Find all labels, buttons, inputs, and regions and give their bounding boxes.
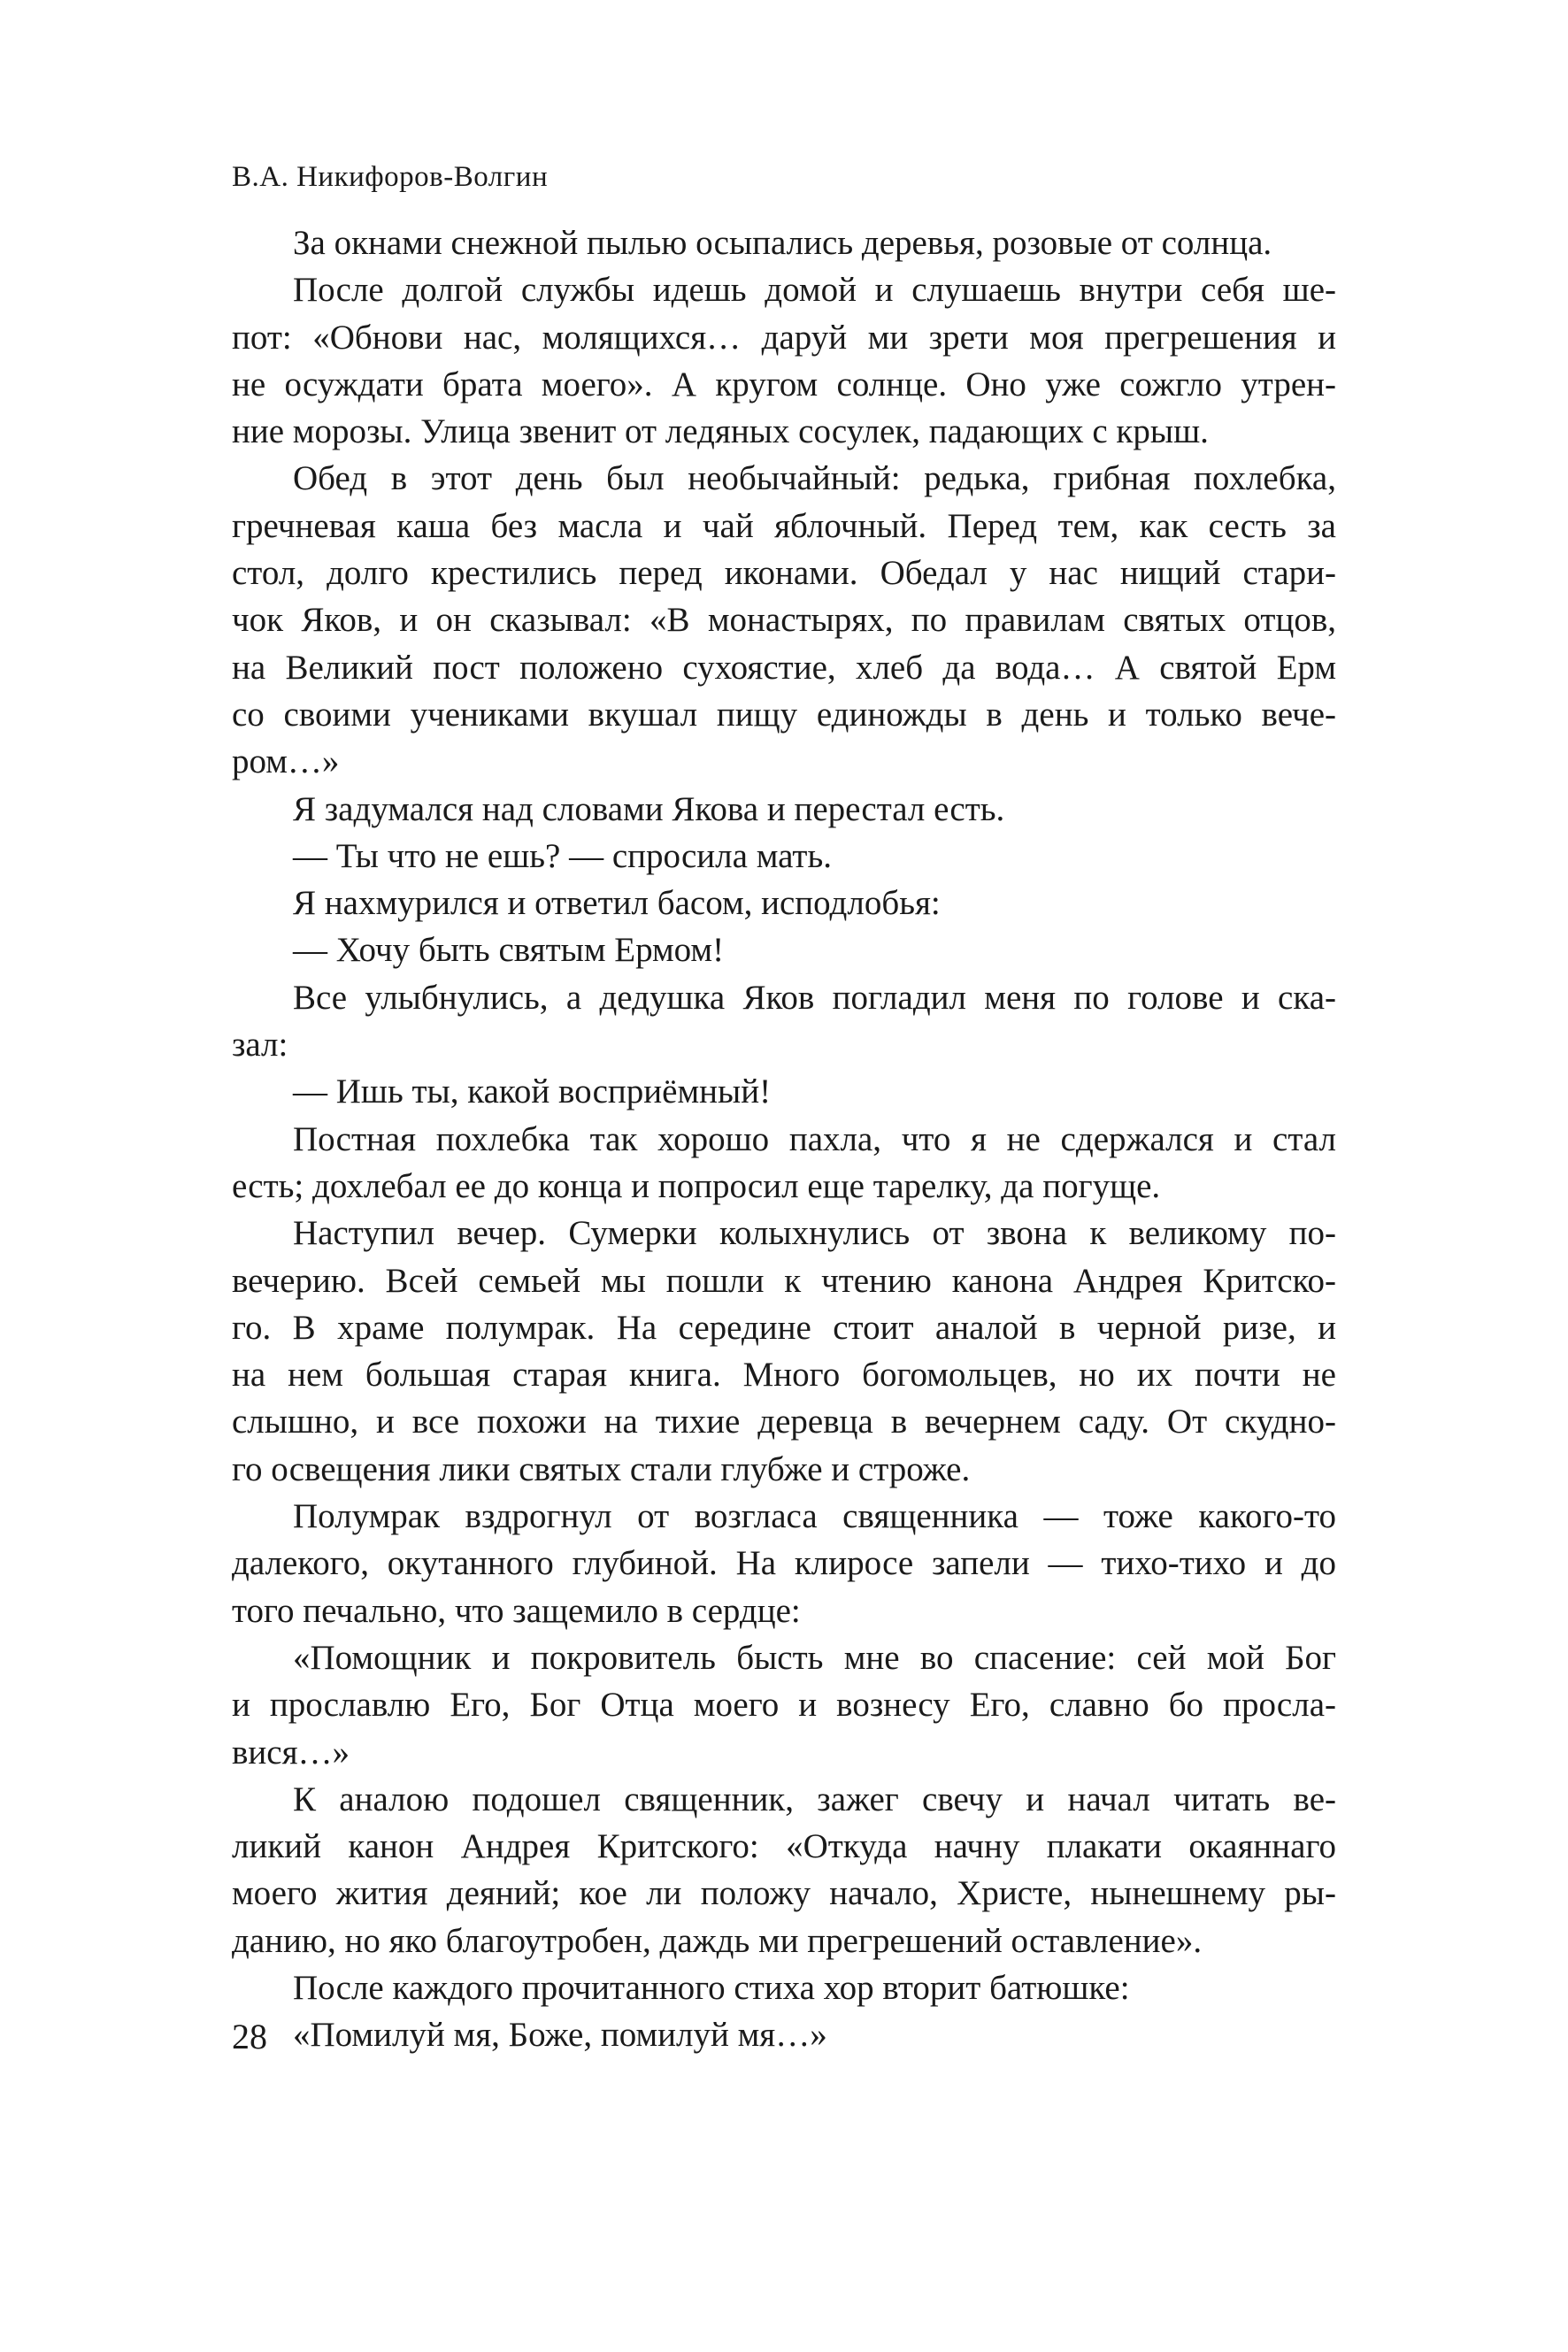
text-line: Я нахмурился и ответил басом, исподлобья: [293,884,941,923]
text-line: Постная похлебка так хорошо пахла, что я не сдержался и стал [293,1119,1336,1158]
running-head-author: В.А. Никифоров-Волгин [232,161,549,193]
text-line: ние морозы. Улица звенит от ледяных сосулек, падающих с крыш. [232,412,1209,451]
text-line: Наступил вечер. Сумерки колыхнулись от звона к великому по- [293,1214,1336,1253]
text-line: вися…» [232,1733,350,1772]
text-line: пот: «Обнови нас, молящихся… даруй ми зрети моя прегрешения и [232,318,1336,357]
text-line: го освещения лики святых стали глубже и строже. [232,1449,971,1488]
text-line: вечерию. Всей семьей мы пошли к чтению канона Андрея Критско- [232,1261,1336,1300]
text-line: Полумрак вздрогнул от возгласа священника — тоже какого-то [293,1497,1336,1536]
text-line: го. В храме полумрак. На середине стоит аналой в черной ризе, и [232,1308,1336,1347]
text-line: К аналою подошел священник, зажег свечу и начал читать ве- [293,1779,1336,1818]
text-line: гречневая каша без масла и чай яблочный. Перед тем, как сесть за [232,506,1336,545]
text-line: После каждого прочитанного стиха хор вторит батюшке: [293,1968,1130,2007]
text-line: чок Яков, и он сказывал: «В монастырях, по правилам святых отцов, [232,601,1336,640]
text-line: За окнами снежной пылью осыпались деревья, розовые от солнца. [293,224,1272,262]
text-line: на Великий пост положено сухоястие, хлеб да вода… А святой Ерм [232,648,1336,687]
page-number: 28 [232,2017,267,2056]
text-line: «Помилуй мя, Боже, помилуй мя…» [293,2016,827,2055]
text-line: Все улыбнулись, а дедушка Яков погладил меня по голове и ска- [293,978,1336,1017]
text-line: далекого, окутанного глубиной. На клиросе запели — тихо-тихо и до [232,1544,1336,1583]
text-line: данию, но яко благоутробен, даждь ми прегрешений оставление». [232,1921,1203,1960]
text-line: слышно, и все похожи на тихие деревца в вечернем саду. От скудно- [232,1403,1336,1441]
text-line: После долгой службы идешь домой и слушаешь внутри себя ше- [293,271,1336,310]
text-line: — Ишь ты, какой восприёмный! [293,1072,772,1111]
text-line: есть; дохлебал ее до конца и попросил еще тарелку, да погуще. [232,1166,1161,1205]
text-line: стол, долго крестились перед иконами. Обедал у нас нищий стари- [232,554,1336,593]
text-line: ликий канон Андрея Критского: «Откуда начну плакати окаяннаго [232,1827,1336,1866]
text-line: зал: [232,1026,288,1065]
text-line: Обед в этот день был необычайный: редька, грибная похлебка, [293,459,1336,498]
text-line: со своими учениками вкушал пищу единожды в день и только вече- [232,695,1336,734]
text-line: «Помощник и покровитель бысть мне во спасение: сей мой Бог [293,1638,1336,1677]
text-line: и прославлю Его, Бог Отца моего и вознесу Его, славно бо просла- [232,1686,1336,1725]
text-line: не осуждати брата моего». А кругом солнце. Оно уже сожгло утрен- [232,365,1336,404]
text-line: моего жития деяний; кое ли положу начало, Христе, нынешнему ры- [232,1874,1336,1913]
text-line: того печально, что защемило в сердце: [232,1591,801,1630]
body-text [232,219,1336,2059]
text-line: — Хочу быть святым Ермом! [293,931,725,970]
text-line: — Ты что не ешь? — спросила мать. [293,836,832,875]
text-line: Я задумался над словами Якова и перестал есть. [293,789,1005,828]
text-line: ром…» [232,742,340,781]
text-line: на нем большая старая книга. Много богомольцев, но их почти не [232,1356,1336,1395]
